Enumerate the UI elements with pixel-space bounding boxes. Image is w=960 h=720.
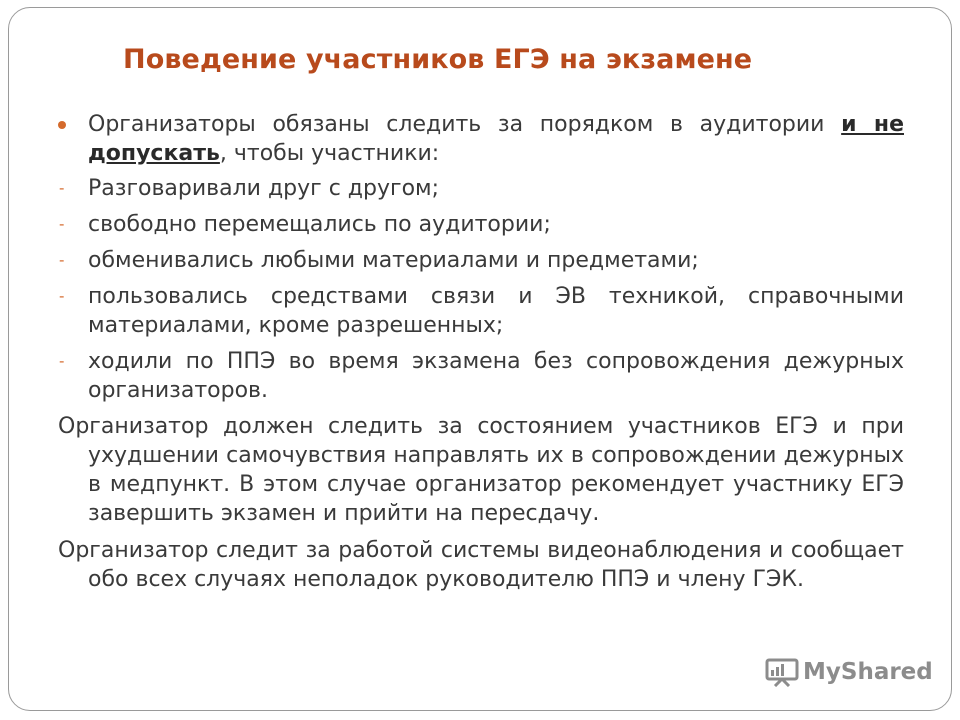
watermark-text: MyShared xyxy=(803,659,933,685)
dash-marker-icon: - xyxy=(59,179,65,197)
dash-list-item xyxy=(58,282,904,340)
paragraph-video: Организатор следит за работой системы видеонаблюдения и сообщает обо всех случаях неполадок руководителю ППЭ и члену ГЭК. xyxy=(58,538,904,592)
dash-list-item xyxy=(58,174,904,203)
dash-marker-icon: - xyxy=(59,287,65,305)
lead-emphasis: и не допускать xyxy=(88,112,904,166)
paragraph-health: Организатор должен следить за состоянием участников ЕГЭ и при ухудшении самочувствия направлять их в сопровождении дежурных в медпункт. В этом случае организатор рекомендует участнику ЕГЭ завершить экзамен и прийти на пересдачу. xyxy=(58,414,904,526)
dash-list-item xyxy=(58,246,904,275)
lead-text-before: Организаторы обязаны следить за порядком в аудитории xyxy=(88,112,842,137)
dash-list-item xyxy=(58,210,904,239)
dash-marker-icon: - xyxy=(59,251,65,269)
slide-title: Поведение участников ЕГЭ на экзамене xyxy=(123,44,753,75)
dash-marker-icon: - xyxy=(59,215,65,233)
dash-item-text: ходили по ППЭ во время экзамена без сопровождения дежурных организаторов. xyxy=(88,349,904,403)
presentation-board-icon xyxy=(765,657,799,687)
lead-bullet xyxy=(58,110,904,168)
watermark xyxy=(765,657,933,687)
dash-item-text: Разговаривали друг с другом; xyxy=(88,176,440,201)
bullet-dot-icon xyxy=(58,121,66,129)
dash-list-item xyxy=(58,347,904,405)
dash-item-text: свободно перемещались по аудитории; xyxy=(88,212,551,237)
dash-marker-icon: - xyxy=(59,352,65,370)
lead-text-after: , чтобы участники: xyxy=(219,141,440,166)
dash-item-text: обменивались любыми материалами и предметами; xyxy=(88,248,699,273)
dash-item-text: пользовались средствами связи и ЭВ техникой, справочными материалами, кроме разрешенных; xyxy=(88,284,904,338)
slide-body xyxy=(58,110,904,602)
